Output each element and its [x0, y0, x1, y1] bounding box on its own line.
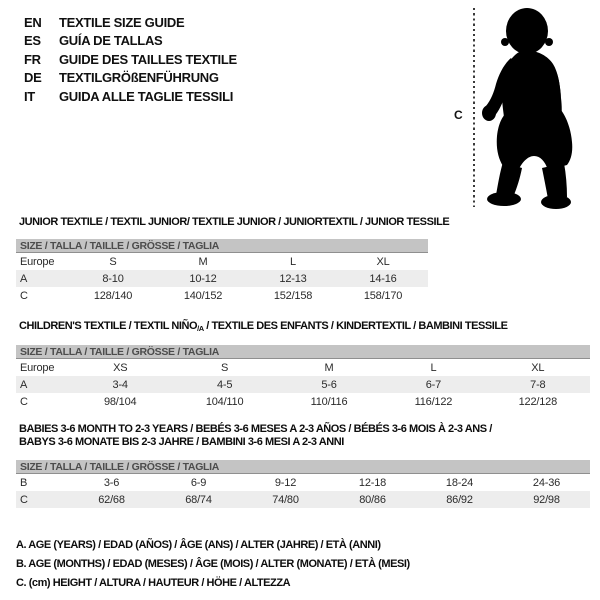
- value-cell: 74/80: [272, 493, 299, 506]
- value-cell: 80/86: [359, 493, 386, 506]
- value-cell: 12-18: [358, 476, 387, 489]
- table-title-part: CHILDREN'S TEXTILE / TEXTIL NIÑO: [19, 320, 198, 332]
- language-label: GUIDA ALLE TAGLIE TESSILI: [59, 88, 234, 104]
- value-cell: 158/170: [363, 289, 403, 302]
- table-row-sizes: [16, 359, 590, 376]
- value-cell: 128/140: [93, 289, 133, 302]
- language-row-de: [24, 69, 237, 88]
- row-label-cell: Europe: [20, 255, 55, 268]
- size-cell: S: [109, 255, 117, 268]
- table-row-sizes: [16, 253, 428, 270]
- junior-size-table: [16, 216, 450, 304]
- size-cell: S: [221, 361, 229, 374]
- table-row-age: [16, 376, 590, 393]
- note-age-months: B. AGE (MONTHS) / EDAD (MESES) / ÂGE (MOIS) / ALTER (MONATE) / ETÀ (MESI): [16, 558, 410, 570]
- language-row-fr: [24, 50, 237, 69]
- value-cell: 24-36: [532, 476, 561, 489]
- value-cell: 4-5: [216, 378, 233, 391]
- language-code: FR: [24, 51, 41, 67]
- value-cell: 122/128: [518, 395, 558, 408]
- table-row-age: [16, 270, 428, 287]
- value-cell: 68/74: [185, 493, 212, 506]
- language-code: IT: [24, 88, 35, 104]
- row-label-cell: Europe: [20, 361, 55, 374]
- value-cell: 9-12: [274, 476, 297, 489]
- table-title-line: BABYS 3-6 MONATE BIS 2-3 JAHRE / BAMBINI 3-6 MESI A 2-3 ANNI: [19, 436, 344, 448]
- value-cell: 86/92: [446, 493, 473, 506]
- language-row-en: [24, 13, 237, 32]
- table-title: [16, 320, 590, 333]
- language-code: DE: [24, 70, 42, 86]
- value-cell: 140/152: [183, 289, 223, 302]
- size-cell: L: [290, 255, 296, 268]
- value-cell: 116/122: [414, 395, 453, 408]
- size-cell: L: [430, 361, 437, 374]
- value-cell: 62/68: [98, 493, 125, 506]
- height-dotted-line: [473, 8, 475, 207]
- value-cell: 12-13: [279, 272, 307, 285]
- table-row-height: [16, 287, 428, 304]
- row-label-cell: C: [20, 493, 28, 506]
- language-label: GUIDE DES TAILLES TEXTILE: [59, 51, 237, 67]
- value-cell: 5-6: [321, 378, 337, 391]
- table-row-months: [16, 474, 590, 491]
- table-row-height: [16, 393, 590, 410]
- size-header-bar: SIZE / TALLA / TAILLE / GRÖSSE / TAGLIA: [16, 239, 428, 253]
- value-cell: 3-6: [103, 476, 120, 489]
- row-label-cell: C: [20, 395, 28, 408]
- row-label-cell: B: [20, 476, 28, 489]
- table-title: [16, 423, 590, 449]
- size-cell: XS: [113, 361, 128, 374]
- size-header-bar: SIZE / TALLA / TAILLE / GRÖSSE / TAGLIA: [16, 345, 590, 359]
- value-cell: 18-24: [445, 476, 474, 489]
- size-cell: M: [198, 255, 208, 268]
- table-title-part: / TEXTILE DES ENFANTS / KINDERTEXTIL / BAMBINI TESSILE: [203, 320, 508, 332]
- value-cell: 110/116: [310, 395, 348, 408]
- baby-silhouette-icon: [478, 6, 590, 212]
- legend-notes: [16, 536, 410, 593]
- note-age-years: A. AGE (YEARS) / EDAD (AÑOS) / ÂGE (ANS) / ALTER (JAHRE) / ETÀ (ANNI): [16, 539, 381, 551]
- language-label: GUÍA DE TALLAS: [59, 33, 163, 49]
- language-header: [24, 13, 237, 106]
- children-size-table: [16, 320, 590, 410]
- language-row-es: [24, 32, 237, 51]
- language-code: ES: [24, 33, 41, 49]
- table-row-height: [16, 491, 590, 508]
- value-cell: 3-4: [112, 378, 128, 391]
- language-code: EN: [24, 14, 42, 30]
- value-cell: 104/110: [205, 395, 244, 408]
- row-label-cell: A: [20, 272, 28, 285]
- language-label: TEXTILGRÖßENFÜHRUNG: [59, 70, 219, 86]
- value-cell: 98/104: [103, 395, 137, 408]
- note-height-cm: C. (cm) HEIGHT / ALTURA / HAUTEUR / HÖHE / ALTEZZA: [16, 577, 291, 589]
- value-cell: 14-16: [369, 272, 397, 285]
- table-title-subscript: /A: [197, 324, 204, 333]
- value-cell: 8-10: [102, 272, 124, 285]
- figure-height-label: C: [454, 108, 463, 122]
- size-cell: XL: [531, 361, 545, 374]
- babies-size-table: [16, 423, 590, 508]
- value-cell: 6-9: [190, 476, 207, 489]
- row-label-cell: C: [20, 289, 28, 302]
- value-cell: 6-7: [425, 378, 442, 391]
- table-title: JUNIOR TEXTILE / TEXTIL JUNIOR/ TEXTILE JUNIOR / JUNIORTEXTIL / JUNIOR TESSILE: [19, 216, 450, 228]
- size-header-bar: SIZE / TALLA / TAILLE / GRÖSSE / TAGLIA: [16, 460, 590, 474]
- language-row-it: [24, 87, 237, 106]
- row-label-cell: A: [20, 378, 28, 391]
- size-cell: XL: [376, 255, 390, 268]
- table-title-line: BABIES 3-6 MONTH TO 2-3 YEARS / BEBÉS 3-6 MESES A 2-3 AÑOS / BÉBÉS 3-6 MOIS À 2-3 ANS /: [19, 423, 492, 435]
- value-cell: 10-12: [189, 272, 217, 285]
- language-label: TEXTILE SIZE GUIDE: [59, 14, 185, 30]
- size-cell: M: [324, 361, 334, 374]
- value-cell: 7-8: [530, 378, 546, 391]
- value-cell: 92/98: [533, 493, 560, 506]
- value-cell: 152/158: [273, 289, 313, 302]
